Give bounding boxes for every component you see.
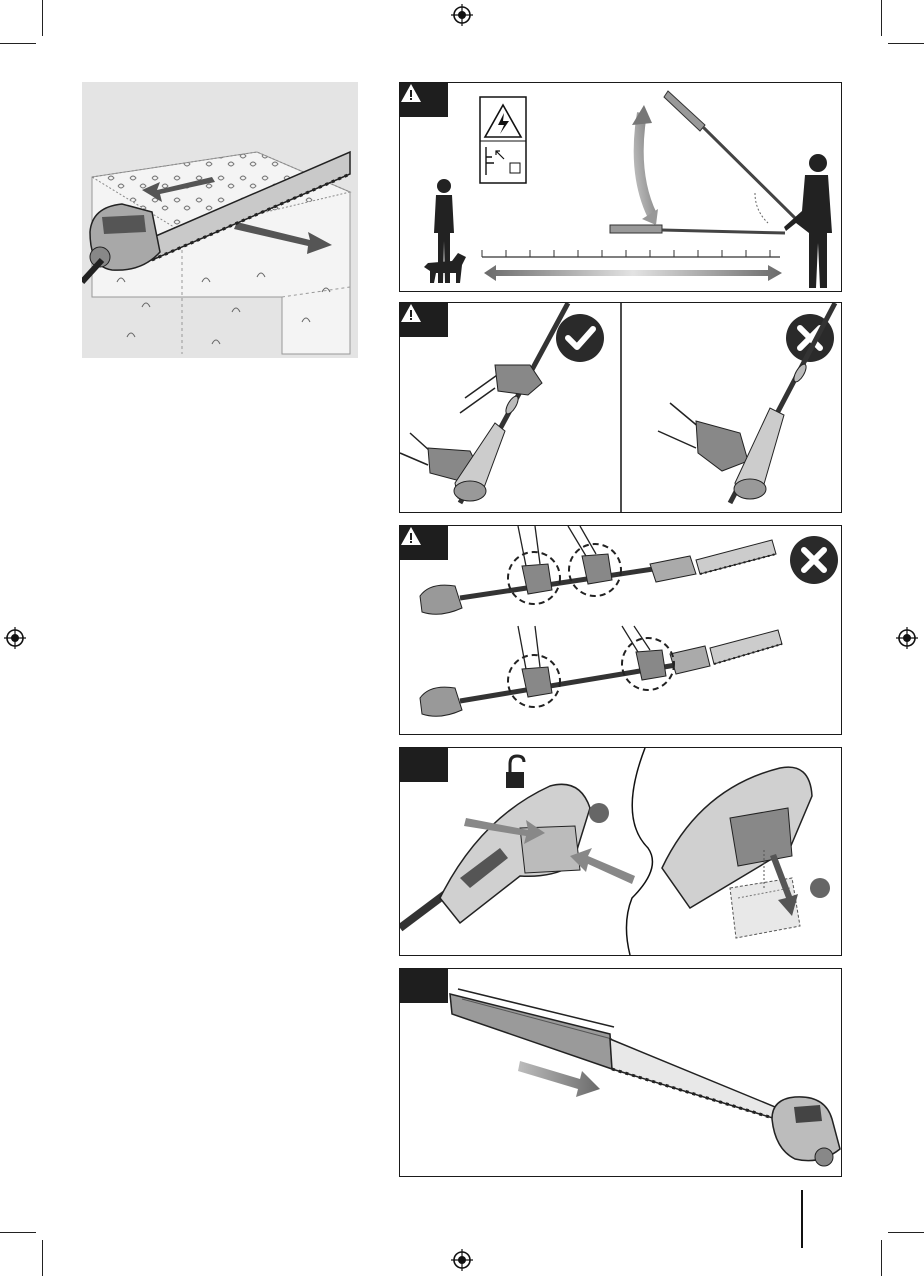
registration-mark-icon (451, 4, 473, 26)
check-icon (556, 314, 604, 362)
crop-mark (888, 43, 924, 44)
person-icon (784, 154, 832, 288)
distance-arrow-icon (484, 265, 782, 281)
registration-mark-icon (4, 627, 26, 649)
crop-mark (0, 43, 36, 44)
slide-arrow-icon (518, 1061, 600, 1097)
figure-grip (399, 302, 842, 513)
figure-battery-removal (399, 747, 842, 956)
crop-mark (42, 0, 43, 36)
crop-mark (881, 1240, 882, 1276)
figure-wrong-hand-positions (399, 525, 842, 735)
registration-mark-icon (451, 1249, 473, 1271)
unlock-icon (506, 756, 524, 788)
blade-guard-icon (450, 989, 614, 1069)
gloved-hands-icon (400, 303, 568, 503)
electric-hazard-sign-icon (480, 97, 526, 183)
registration-mark-icon (896, 627, 918, 649)
crop-mark (42, 1240, 43, 1276)
crop-mark (0, 1232, 36, 1233)
cross-icon (790, 536, 838, 584)
page-edge-marker (801, 1190, 803, 1248)
figure-blade-cover (399, 968, 842, 1177)
pole-hedge-trimmer-icon (610, 91, 798, 233)
step-marker-icon (810, 878, 830, 898)
crop-mark (888, 1232, 924, 1233)
figure-hedge-cut-direction (82, 82, 358, 358)
step-marker-icon (589, 803, 609, 823)
figure-safety-distance (399, 82, 842, 292)
crop-mark (881, 0, 882, 36)
